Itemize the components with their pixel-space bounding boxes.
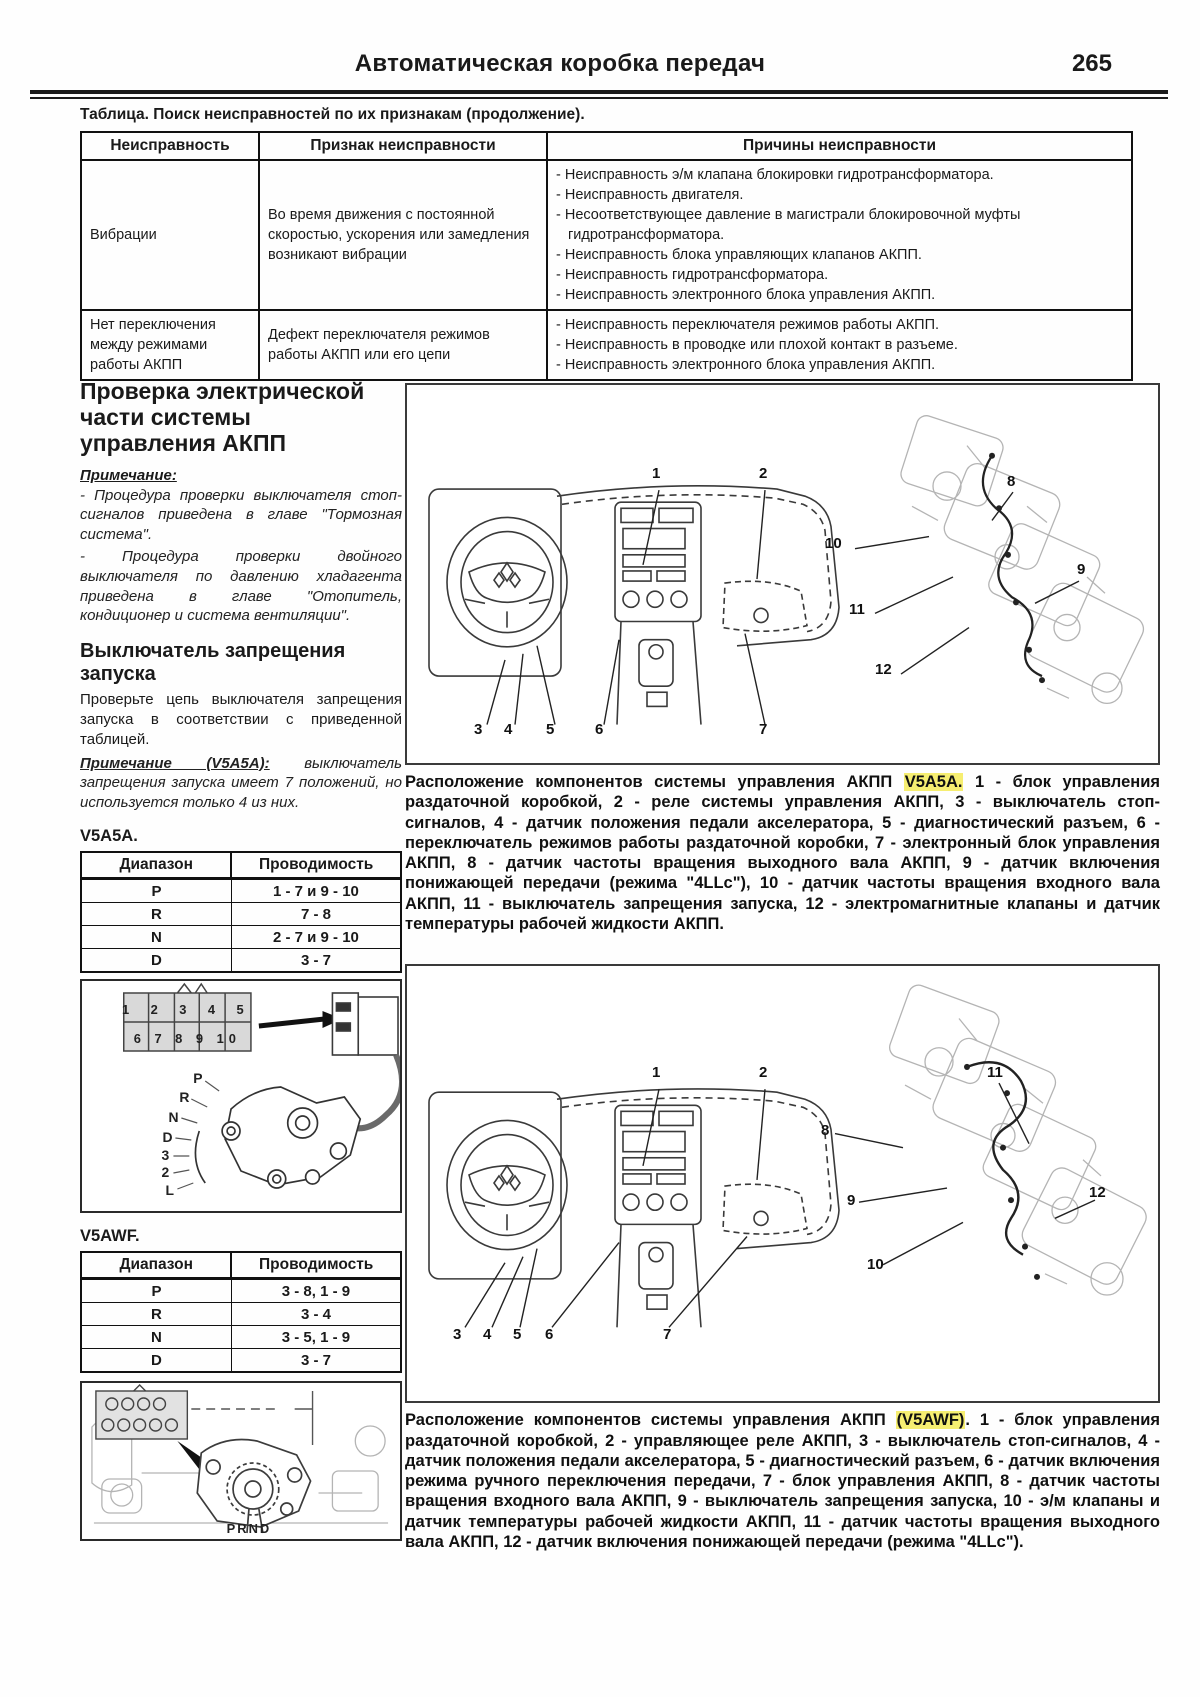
note-text: выключатель запрещения запуска имеет 7 положений, но используется только 4 из них. bbox=[80, 754, 403, 812]
diagram2-callout-10: 10 bbox=[867, 1256, 884, 1274]
harness-connector bbox=[332, 993, 398, 1055]
section-title-inhibitor-switch: Выключатель запрещения запуска bbox=[80, 640, 346, 686]
diagram2-callout-5: 5 bbox=[513, 1326, 522, 1344]
brand-logo bbox=[494, 1166, 520, 1190]
diagram2-callout-4: 4 bbox=[483, 1326, 492, 1344]
range-cell: D bbox=[81, 1349, 231, 1373]
fault-table-header-row bbox=[81, 132, 1132, 160]
header-rule-thick bbox=[30, 90, 1168, 94]
model-label-v5a5a: V5A5A. bbox=[80, 827, 138, 846]
diagram1-callout-10: 10 bbox=[825, 535, 842, 552]
cause-item: - Неисправность двигателя. bbox=[556, 187, 744, 203]
leader-lines bbox=[487, 490, 1079, 724]
table-row bbox=[81, 1303, 401, 1326]
table-header-row bbox=[81, 852, 401, 879]
fault-table-header-fault: Неисправность bbox=[81, 132, 259, 160]
fault-table-caption: Таблица. Поиск неисправностей по их признакам (продолжение). bbox=[80, 106, 585, 123]
symptom-cell: Во время движения с постоянной скоростью, ускорения или замедления возникают вибрации bbox=[259, 160, 547, 310]
v5a5a-switch-figure bbox=[80, 979, 402, 1213]
causes-cell bbox=[547, 160, 1132, 310]
gear-position-labels bbox=[162, 1070, 203, 1198]
table-row bbox=[81, 926, 401, 949]
cause-item: - Несоответствующее давление в магистрали блокировочной муфты гидротрансформатора. bbox=[556, 207, 1021, 243]
pin-row-top: 1 2 3 4 5 bbox=[121, 1001, 253, 1018]
connector-pin-box bbox=[96, 1385, 187, 1439]
conductivity-table-v5a5a bbox=[80, 851, 402, 973]
transfer-case-sketch bbox=[898, 413, 1147, 703]
conductivity-cell: 3 - 7 bbox=[231, 949, 401, 973]
position-label: L bbox=[165, 1181, 174, 1199]
caption-text: 1 - блок управления раздаточной коробкой, 2 - реле системы управления АКПП, 3 - выключатель стоп-сигналов, 4 - датчик положения педали акселератора, 5 - диагностический разъем, 6 - переключатель режимов работы раздаточной коробки, 7 - электронный блок управления АКПП, 8 - датчик частоты вращения выходного вала АКПП, 9 - датчик включения понижающей передачи (режима "4LLc"), 10 - датчик частоты вращения входного вала АКПП, 11 - выключатель запрещения запуска, 12 - электромагнитные клапаны и датчик температуры рабочей жидкости АКПП. bbox=[405, 773, 1160, 933]
diagram2-callout-12: 12 bbox=[1089, 1184, 1106, 1202]
range-cell: R bbox=[81, 1303, 231, 1326]
range-cell: D bbox=[81, 949, 231, 973]
diagram1-callout-1: 1 bbox=[652, 465, 661, 482]
table-row bbox=[81, 310, 1132, 380]
v5a5a-switch-drawing bbox=[82, 981, 400, 1211]
diagram2-callout-9: 9 bbox=[847, 1192, 856, 1210]
table-row bbox=[81, 1279, 401, 1303]
diagram2-callout-7: 7 bbox=[663, 1326, 672, 1344]
caption-highlight: V5A5A. bbox=[904, 773, 963, 791]
diagram1-callout-8: 8 bbox=[1007, 473, 1016, 490]
conductivity-cell: 3 - 7 bbox=[231, 1349, 401, 1373]
figure2-caption bbox=[405, 1410, 1160, 1552]
cause-item: - Неисправность электронного блока управления АКПП. bbox=[556, 357, 936, 373]
dashboard-drawing bbox=[429, 1089, 839, 1327]
right-column bbox=[405, 383, 1160, 1552]
note-label: Примечание (V5A5A): bbox=[80, 754, 270, 772]
header-rule-thin bbox=[30, 97, 1168, 99]
page-number: 265 bbox=[1071, 50, 1112, 77]
section-body-text: Проверьте цепь выключателя запрещения запуска в соответствии с приведенной таблицей. bbox=[80, 691, 402, 748]
brand-logo bbox=[494, 563, 520, 587]
diagram2-callout-2: 2 bbox=[759, 1064, 768, 1082]
conductivity-header: Проводимость bbox=[231, 852, 401, 879]
conductivity-cell: 2 - 7 и 9 - 10 bbox=[231, 926, 401, 949]
table-row bbox=[81, 160, 1132, 310]
fault-cell: Вибрации bbox=[81, 160, 259, 310]
table-row bbox=[81, 949, 401, 973]
figure1-caption bbox=[405, 772, 1160, 934]
diagram1-callout-11: 11 bbox=[849, 601, 865, 618]
cause-item: - Неисправность переключателя режимов работы АКПП. bbox=[556, 317, 940, 333]
cause-item: - Неисправность гидротрансформатора. bbox=[556, 267, 829, 283]
table-header-row bbox=[81, 1252, 401, 1279]
leader-lines bbox=[191, 1391, 312, 1445]
conductivity-cell: 3 - 5, 1 - 9 bbox=[231, 1326, 401, 1349]
v5a5a-components-drawing bbox=[407, 385, 1158, 763]
conductivity-header: Проводимость bbox=[231, 1252, 401, 1279]
causes-cell bbox=[547, 310, 1132, 380]
switch-body bbox=[197, 1440, 310, 1537]
range-cell: R bbox=[81, 903, 231, 926]
v5a5a-components-figure bbox=[405, 383, 1160, 765]
conductivity-cell: 7 - 8 bbox=[231, 903, 401, 926]
table-row bbox=[81, 879, 401, 903]
diagram2-callout-11: 11 bbox=[987, 1064, 1003, 1082]
note-item: - Процедура проверки выключателя стоп-сигналов приведена в главе "Тормозная система". bbox=[80, 486, 402, 544]
diagram1-callout-3: 3 bbox=[474, 721, 483, 738]
switch-body bbox=[195, 1087, 360, 1188]
symptom-cell: Дефект переключателя режимов работы АКПП или его цепи bbox=[259, 310, 547, 380]
note-v5a5a bbox=[80, 754, 402, 813]
range-cell: N bbox=[81, 1326, 231, 1349]
position-label: P bbox=[193, 1069, 203, 1087]
pointer-arrow bbox=[259, 1011, 342, 1028]
note-item: - Процедура проверки двойного выключателя по давлению хладагента приведена в главе "Отопитель, кондиционер и система вентиляции". bbox=[80, 548, 402, 625]
conductivity-cell: 3 - 8, 1 - 9 bbox=[231, 1279, 401, 1303]
note-label: Примечание: bbox=[80, 466, 177, 484]
diagram2-callout-3: 3 bbox=[453, 1326, 462, 1344]
diagram1-callout-12: 12 bbox=[875, 661, 892, 678]
pin-row-bottom: 6 7 8 9 10 bbox=[133, 1030, 241, 1047]
caption-highlight: (V5AWF) bbox=[896, 1411, 965, 1430]
leader-lines bbox=[465, 1083, 1095, 1327]
dashboard-drawing bbox=[429, 486, 839, 725]
v5awf-components-figure bbox=[405, 964, 1160, 1403]
cause-item: - Неисправность блока управляющих клапанов АКПП. bbox=[556, 247, 922, 263]
diagram1-callout-6: 6 bbox=[595, 721, 604, 738]
position-label: D bbox=[162, 1128, 173, 1146]
shift-pattern-label: PRND bbox=[226, 1520, 272, 1537]
v5awf-switch-drawing bbox=[82, 1383, 400, 1539]
diagram2-callout-8: 8 bbox=[821, 1122, 830, 1140]
model-label-v5awf: V5AWF. bbox=[80, 1227, 140, 1246]
caption-text: Расположение компонентов системы управления АКПП bbox=[405, 773, 904, 791]
range-header: Диапазон bbox=[81, 852, 231, 879]
wiring-harness bbox=[964, 1062, 1040, 1280]
fault-table-header-symptom: Признак неисправности bbox=[259, 132, 547, 160]
diagram1-callout-7: 7 bbox=[759, 721, 768, 738]
diagram1-callout-5: 5 bbox=[546, 721, 555, 738]
caption-text: Расположение компонентов системы управления АКПП bbox=[405, 1411, 896, 1430]
section-title-electrical-check: Проверка электрической части системы управления АКПП bbox=[80, 378, 365, 457]
table-row bbox=[81, 1349, 401, 1373]
diagram2-callout-1: 1 bbox=[652, 1064, 661, 1082]
caption-text: . 1 - блок управления раздаточной коробкой, 2 - управляющее реле АКПП, 3 - выключатель стоп-сигналов, 4 - датчик положения педали акселератора, 5 - диагностический разъем, 6 - датчик включения режима ручного переключения передачи, 7 - блок управления АКПП, 8 - датчик частоты вращения входного вала АКПП, 9 - выключатель запрещения запуска, 10 - э/м клапаны и датчик температуры рабочей жидкости АКПП, 11 - датчик частоты вращения выходного вала АКПП, 12 - датчик включения понижающей передачи (режима "4LLc"). bbox=[405, 1411, 1160, 1551]
fault-cell: Нет переключения между режимами работы АКПП bbox=[81, 310, 259, 380]
conductivity-cell: 3 - 4 bbox=[231, 1303, 401, 1326]
fault-table-header-causes: Причины неисправности bbox=[547, 132, 1132, 160]
position-label: N bbox=[168, 1108, 179, 1126]
v5awf-switch-figure bbox=[80, 1381, 402, 1541]
diagram1-callout-9: 9 bbox=[1077, 561, 1086, 578]
conductivity-table-v5awf bbox=[80, 1251, 402, 1373]
range-header: Диапазон bbox=[81, 1252, 231, 1279]
page-title: Автоматическая коробка передач bbox=[354, 50, 766, 77]
diagram1-callout-2: 2 bbox=[759, 465, 768, 482]
range-cell: P bbox=[81, 1279, 231, 1303]
diagram1-callout-4: 4 bbox=[504, 721, 513, 738]
conductivity-cell: 1 - 7 и 9 - 10 bbox=[231, 879, 401, 903]
table-row bbox=[81, 1326, 401, 1349]
transfer-case-sketch bbox=[887, 983, 1150, 1296]
table-row bbox=[81, 903, 401, 926]
position-label: 3 bbox=[161, 1146, 170, 1164]
position-label: 2 bbox=[161, 1163, 170, 1181]
diagram2-callout-6: 6 bbox=[545, 1326, 554, 1344]
cause-item: - Неисправность э/м клапана блокировки гидротрансформатора. bbox=[556, 167, 994, 183]
position-label: R bbox=[179, 1088, 190, 1106]
range-cell: N bbox=[81, 926, 231, 949]
range-cell: P bbox=[81, 879, 231, 903]
cause-item: - Неисправность в проводке или плохой контакт в разъеме. bbox=[556, 337, 958, 353]
cause-item: - Неисправность электронного блока управления АКПП. bbox=[556, 287, 936, 303]
left-column bbox=[80, 378, 402, 1541]
fault-table bbox=[80, 131, 1133, 381]
